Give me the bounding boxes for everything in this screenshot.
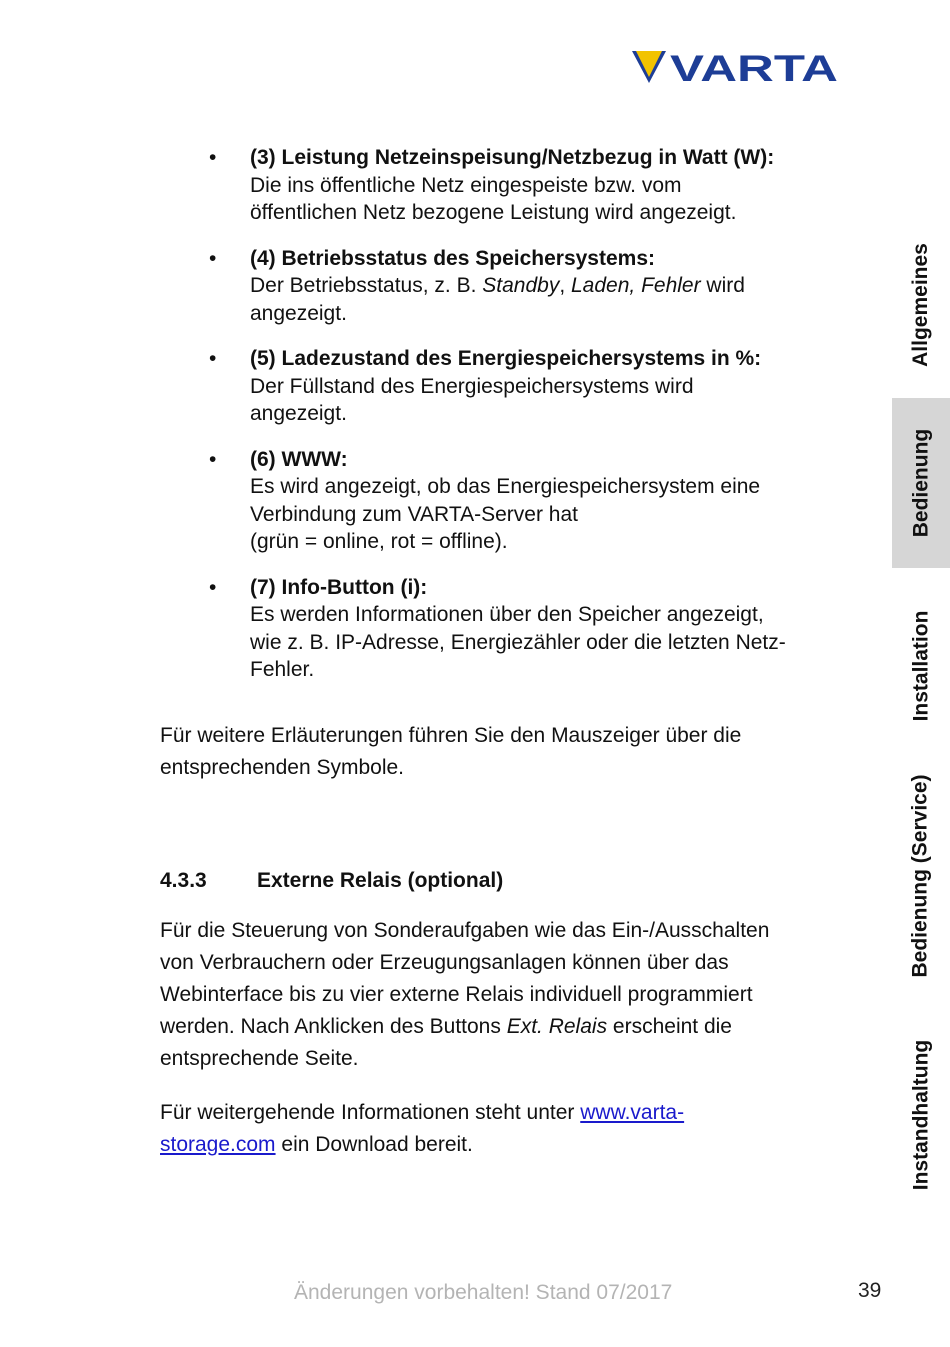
list-item-heading: (7) Info-Button (i): (250, 575, 428, 599)
section-title: Externe Relais (optional) (257, 869, 504, 892)
list-item-heading: (5) Ladezustand des Energiespeichersystems in %: (250, 347, 762, 370)
list-item-text: öffentlichen Netz bezogene Leistung wird angezeigt. (250, 201, 737, 224)
relay-paragraph: Für die Steuerung von Sonderaufgaben wie das Ein-/Ausschalten von Verbrauchern oder Erzeugungsanlagen können über das Webinterface bis zu vier externe Relais individuell programmiert werden. Nach Anklicken des Buttons Ext. Relais erscheint die entsprechende Seite. (160, 919, 770, 1070)
bullet-icon: • (209, 447, 217, 471)
tab-bedienung[interactable] (892, 398, 950, 568)
tab-label: Installation (909, 610, 933, 722)
section-heading (160, 866, 503, 896)
download-paragraph: Für weitergehende Informationen steht unter www.varta- storage.com ein Download bereit. (160, 1101, 685, 1156)
list-item-text: (grün = online, rot = offline). (250, 530, 508, 553)
bullet-icon: • (209, 347, 217, 370)
list-item-text: angezeigt. (250, 402, 347, 425)
list-item-text: wie z. B. IP-Adresse, Energiezähler oder die letzten Netz- (250, 630, 786, 654)
bullet-icon: • (209, 146, 217, 169)
list-item (160, 574, 840, 684)
logo-yellow-triangle (634, 51, 664, 81)
list-item-text: angezeigt. (250, 301, 347, 325)
tab-label: Bedienung (909, 428, 932, 538)
tab-allgemeines[interactable] (892, 220, 950, 390)
list-item-text: Verbindung zum VARTA-Server hat (250, 502, 578, 526)
list-item (160, 345, 840, 428)
list-item-heading: (3) Leistung Netzeinspeisung/Netzbezug in Watt (W): (250, 146, 775, 169)
tab-label: Allgemeines (909, 243, 932, 367)
list-item (160, 446, 840, 556)
list-item-text: Fehler. (250, 658, 315, 681)
bullet-icon: • (209, 575, 217, 599)
page-footer (0, 1281, 950, 1311)
download-link[interactable]: www.varta- storage.com (160, 1101, 685, 1156)
list-item-text: Es wird angezeigt, ob das Energiespeichersystem eine (250, 475, 761, 498)
list-item-text: Der Betriebsstatus, z. B. Standby, Laden, Fehler wird (250, 274, 745, 297)
footer-note: Änderungen vorbehalten! Stand 07/2017 (294, 1281, 673, 1304)
tab-label: Instandhaltung (909, 1039, 932, 1191)
page-number: 39 (858, 1279, 882, 1302)
logo-wordmark: VARTA (670, 48, 838, 86)
list-item (160, 144, 840, 227)
tab-bedienung-service[interactable] (892, 756, 950, 996)
bullet-list (160, 144, 840, 702)
list-item-text: Es werden Informationen über den Speicher angezeigt, (250, 603, 764, 626)
tab-installation[interactable] (892, 576, 950, 756)
list-item-heading: (4) Betriebsstatus des Speichersystems: (250, 246, 655, 270)
list-item-text: Die ins öffentliche Netz eingespeiste bzw. vom (250, 173, 682, 197)
hint-paragraph: Für weitere Erläuterungen führen Sie den Mauszeiger über die entsprechenden Symbole. (160, 724, 742, 779)
list-item-heading: (6) WWW: (250, 447, 348, 471)
tab-label: Bedienung (Service) (909, 774, 932, 978)
list-item (160, 245, 840, 328)
varta-logo (632, 48, 842, 86)
section-number: 4.3.3 (160, 869, 207, 892)
list-item-text: Der Füllstand des Energiespeichersystems wird (250, 374, 694, 398)
bullet-icon: • (209, 246, 217, 270)
chapter-tab-bar (892, 220, 950, 1220)
tab-instandhaltung[interactable] (892, 1020, 950, 1210)
